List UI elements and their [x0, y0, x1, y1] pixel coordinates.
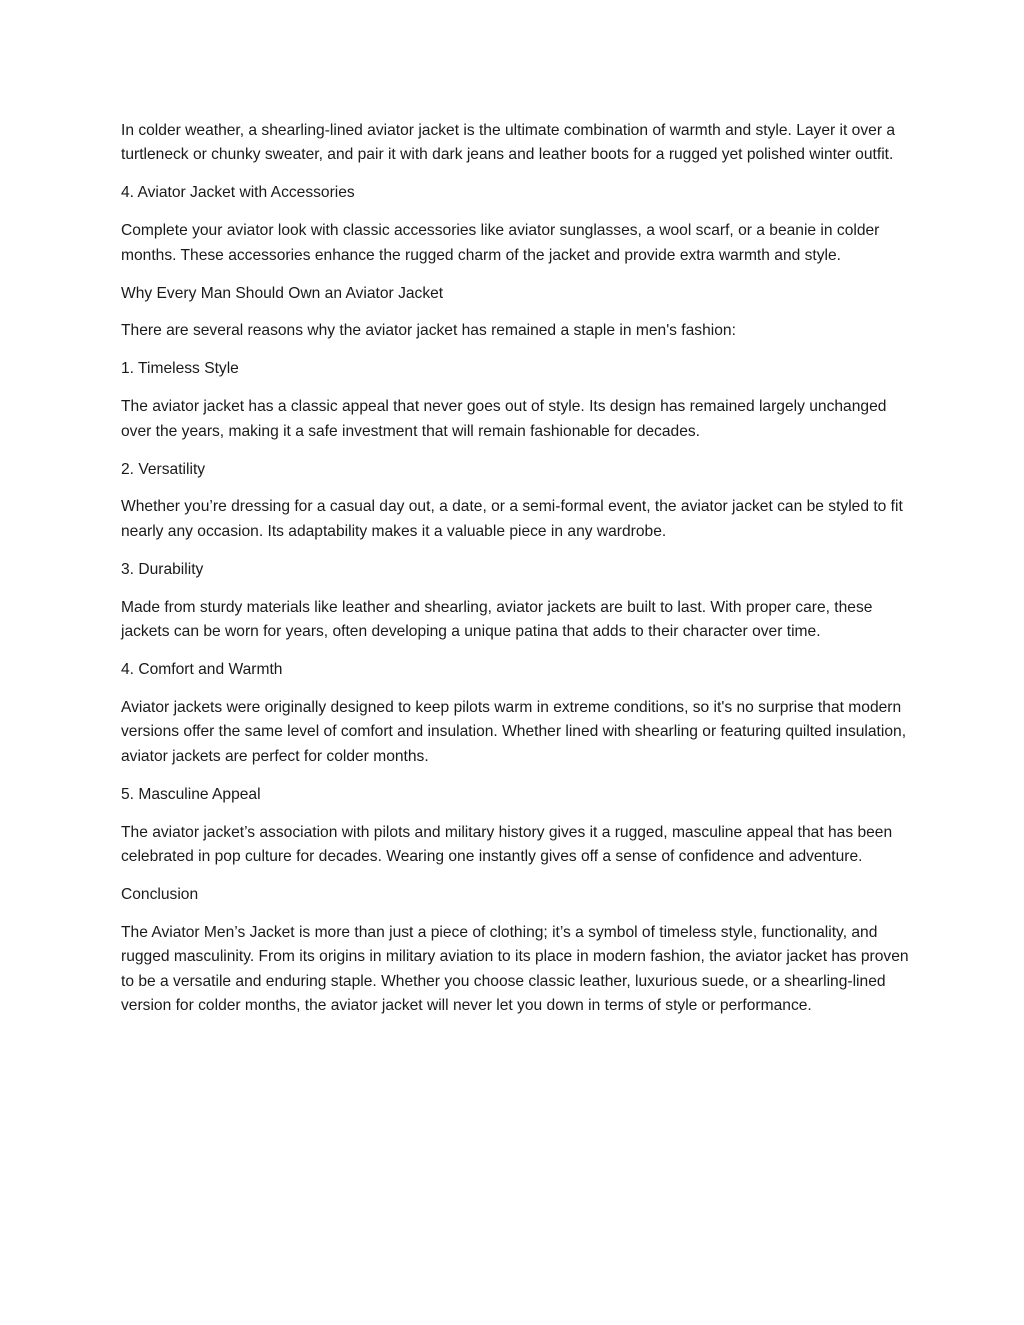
- heading-durability: 3. Durability: [121, 560, 204, 578]
- heading-comfort-warmth: 4. Comfort and Warmth: [121, 661, 283, 678]
- heading-timeless-style: 1. Timeless Style: [121, 360, 239, 378]
- heading-why-own-aviator: Why Every Man Should Own an Aviator Jacket: [121, 284, 444, 302]
- paragraph-timeless-style: The aviator jacket has a classic appeal that never goes out of style. Its design has remained largely unchanged over the years, making it a safe investment that will remain fashionable for decades.: [121, 398, 887, 440]
- paragraph-accessories: Complete your aviator look with classic accessories like aviator sunglasses, a wool scarf, or a beanie in colder months. These accessories enhance the rugged charm of the jacket and provide extra warmth and style.: [121, 222, 880, 264]
- paragraph-shearling-lined-intro: In colder weather, a shearling-lined aviator jacket is the ultimate combination of warmth and style. Layer it over a turtleneck or chunky sweater, and pair it with dark jeans and leather boots for a rugged yet polished winter outfit.: [121, 122, 896, 164]
- paragraph-masculine-appeal: The aviator jacket’s association with pilots and military history gives it a rugged, masculine appeal that has been celebrated in pop culture for decades. Wearing one instantly gives off a sense of confidence and adventure.: [121, 823, 893, 865]
- paragraph-conclusion: The Aviator Men’s Jacket is more than just a piece of clothing; it’s a symbol of timeless style, functionality, and rugged masculinity. From its origins in military aviation to its place in modern fashion, the aviator jacket has proven to be a versatile and enduring staple. Whether you choose classic leather, luxurious suede, or a shearling-lined version for colder months, the aviator jacket will never let you down in terms of style or performance.: [121, 923, 909, 1014]
- heading-aviator-with-accessories: 4. Aviator Jacket with Accessories: [121, 184, 355, 202]
- heading-conclusion: Conclusion: [121, 885, 199, 903]
- paragraph-reasons-intro: There are several reasons why the aviator jacket has remained a staple in men's fashion:: [121, 322, 736, 340]
- paragraph-comfort-warmth: Aviator jackets were originally designed to keep pilots warm in extreme conditions, so it's no surprise that modern versions offer the same level of comfort and insulation. Whether lined with shearling or featuring quilted insulation, aviator jackets are perfect for colder months.: [121, 698, 907, 765]
- paragraph-versatility: Whether you’re dressing for a casual day out, a date, or a semi-formal event, the aviator jacket can be styled to fit nearly any occasion. Its adaptability makes it a valuable piece in any wardrobe.: [121, 498, 903, 540]
- paragraph-durability: Made from sturdy materials like leather and shearling, aviator jackets are built to last. With proper care, these jackets can be worn for years, often developing a unique patina that adds to their character over time.: [121, 598, 873, 641]
- heading-versatility: 2. Versatility: [121, 460, 206, 478]
- heading-masculine-appeal: 5. Masculine Appeal: [121, 785, 261, 803]
- document-page: [121, 119, 911, 1032]
